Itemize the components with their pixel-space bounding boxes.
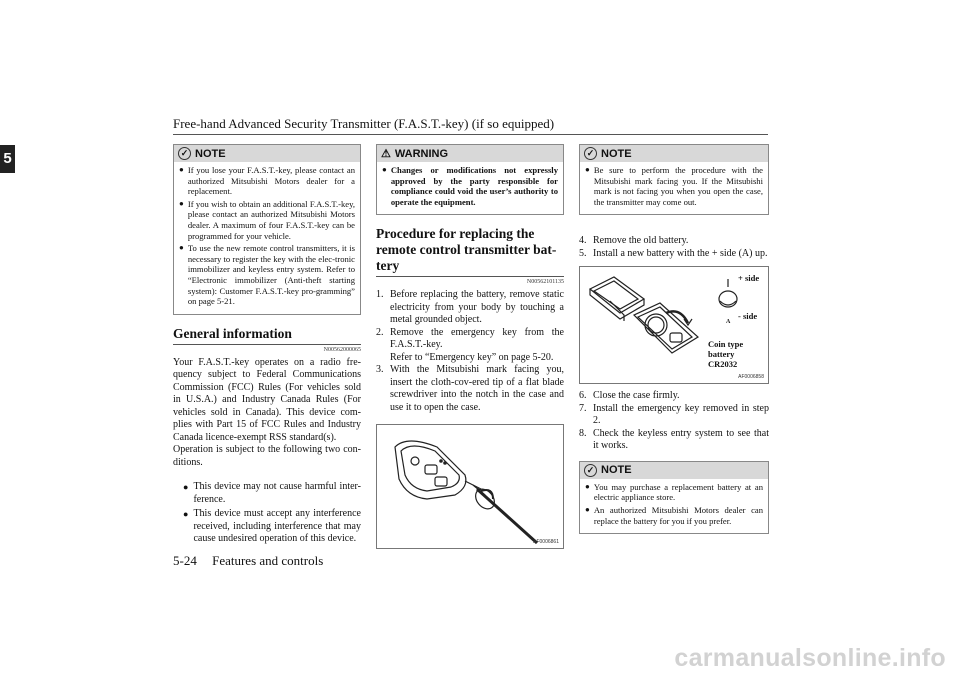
section-code: N00562000065 — [323, 346, 361, 353]
note-header — [580, 145, 768, 162]
step-item: 6. Close the case firmly. — [579, 390, 680, 402]
watermark: carmanualsonline.info — [674, 644, 946, 672]
step-item: 1. Before replacing the battery, remove static electricity from your body by touching a metal grounded object. — [376, 289, 564, 326]
general-paragraph-2: Operation is subject to the following two con-ditions. — [173, 444, 361, 468]
warning-body — [377, 162, 563, 214]
bullet-icon: ● — [585, 165, 590, 174]
list-item: ● Be sure to perform the procedure with the Mitsubishi mark facing you. If the Mitsubishi mark is not facing you when you open the case, the transmitter may come out. — [585, 165, 763, 207]
list-item: ● You may purchase a replacement battery at an electric appliance store. — [585, 481, 763, 503]
step-item: 4. Remove the old battery. — [579, 235, 689, 247]
note-box-2 — [579, 144, 769, 215]
note-body — [580, 479, 768, 533]
bullet-icon: ● — [179, 165, 184, 174]
figure-battery — [579, 266, 769, 384]
warning-box — [376, 144, 564, 215]
bullet-icon: ● — [179, 243, 184, 253]
minus-side-label: - side — [738, 311, 758, 322]
list-item: ● If you lose your F.A.S.T.-key, please contact an authorized Mitsubishi Motors dealer for a replacement. — [179, 165, 355, 197]
bullet-icon: ● — [585, 481, 590, 491]
note-icon: ✓ — [584, 147, 597, 160]
warning-label: WARNING — [394, 147, 449, 160]
plus-side-label: + side — [738, 273, 760, 284]
page-footer — [173, 553, 323, 569]
section-code: N00562101135 — [526, 279, 564, 286]
marker-a: A — [726, 319, 731, 326]
note-header — [580, 462, 768, 479]
step-item: 8. Check the keyless entry system to see that it works. — [579, 427, 769, 452]
list-item: ● To use the new remote control transmitters, it is necessary to register the key with the elec-tronic immobilizer and keyless entry system. Refer to “Electronic immobilizer (Anti-theft starting system): Customer F.A.S.T.-key pro-gramming” on page 5-21. — [179, 243, 355, 307]
column-middle — [376, 144, 564, 549]
page-number: 5-24 — [173, 553, 197, 568]
section-title-general: General information — [173, 323, 361, 345]
warning-header — [377, 145, 563, 162]
header-divider — [173, 134, 768, 135]
note-body — [174, 162, 360, 314]
note-box-3 — [579, 461, 769, 534]
bullet-icon: ● — [179, 198, 184, 208]
list-item: ● Changes or modifications not expressly approved by the party responsible for compliance could void the user’s authority to operate the equipment. — [382, 165, 558, 207]
column-left — [173, 144, 361, 546]
note-icon: ✓ — [584, 464, 597, 477]
bullet-icon: ● — [585, 505, 590, 515]
battery-type-label: Coin type battery CR2032 — [708, 339, 744, 370]
footer-section: Features and controls — [212, 553, 324, 568]
figure-code: AF0006858 — [738, 374, 764, 381]
note-label: NOTE — [601, 464, 632, 477]
general-paragraph-1: Your F.A.S.T.-key operates on a radio fre-quency subject to Federal Communications Commission (FCC) Rules (For vehicles sold in U.S.A.) and Industry Canada Rules (For vehicles sold in Canada). This device com-plies with Part 15 of FCC Rules and Industry Canada licence-exempt RSS standard(s). — [173, 356, 361, 443]
note-box-1 — [173, 144, 361, 315]
step-item: 3. With the Mitsubishi mark facing you, insert the cloth-cov-ered tip of a flat blade screwdriver into the notch in the case and use it to open the case. — [376, 364, 564, 413]
note-header — [174, 145, 360, 162]
chapter-tab: 5 — [0, 145, 15, 173]
warning-icon: ⚠ — [381, 148, 391, 160]
note-body — [580, 162, 768, 214]
list-item: ● This device may not cause harmful inter-ference. — [183, 481, 361, 505]
note-icon: ✓ — [178, 147, 191, 160]
page-header-title: Free-hand Advanced Security Transmitter (F.A.S.T.-key) (if so equipped) — [173, 116, 555, 131]
step-item: Refer to “Emergency key” on page 5-20. — [390, 351, 554, 363]
figure-code: AF0006861 — [533, 539, 559, 546]
step-item: 5. Install a new battery with the + side (A) up. — [579, 247, 768, 259]
step-item: 2. Remove the emergency key from the F.A.S.T.-key. — [376, 326, 564, 351]
bullet-icon: ● — [183, 482, 189, 493]
step-item: 7. Install the emergency key removed in step 2. — [579, 402, 769, 427]
bullet-icon: ● — [382, 165, 387, 174]
note-label: NOTE — [195, 147, 226, 160]
key-screwdriver-illustration — [377, 425, 563, 548]
note-label: NOTE — [601, 147, 632, 160]
list-item: ● If you wish to obtain an additional F.A.S.T.-key, please contact an authorized Mitsubishi Motors dealer. A maximum of four F.A.S.T.-key can be programmed for your vehicle. — [179, 198, 355, 241]
figure-open-case — [376, 424, 564, 549]
bullet-icon: ● — [183, 509, 189, 520]
section-title-battery: Procedure for replacing the remote control transmitter bat-tery — [376, 223, 564, 277]
column-right — [579, 144, 769, 542]
list-item: ● An authorized Mitsubishi Motors dealer can replace the battery for you if you prefer. — [585, 505, 763, 526]
list-item: ● This device must accept any interference received, including interference that may cause undesired operation of this device. — [183, 508, 361, 545]
